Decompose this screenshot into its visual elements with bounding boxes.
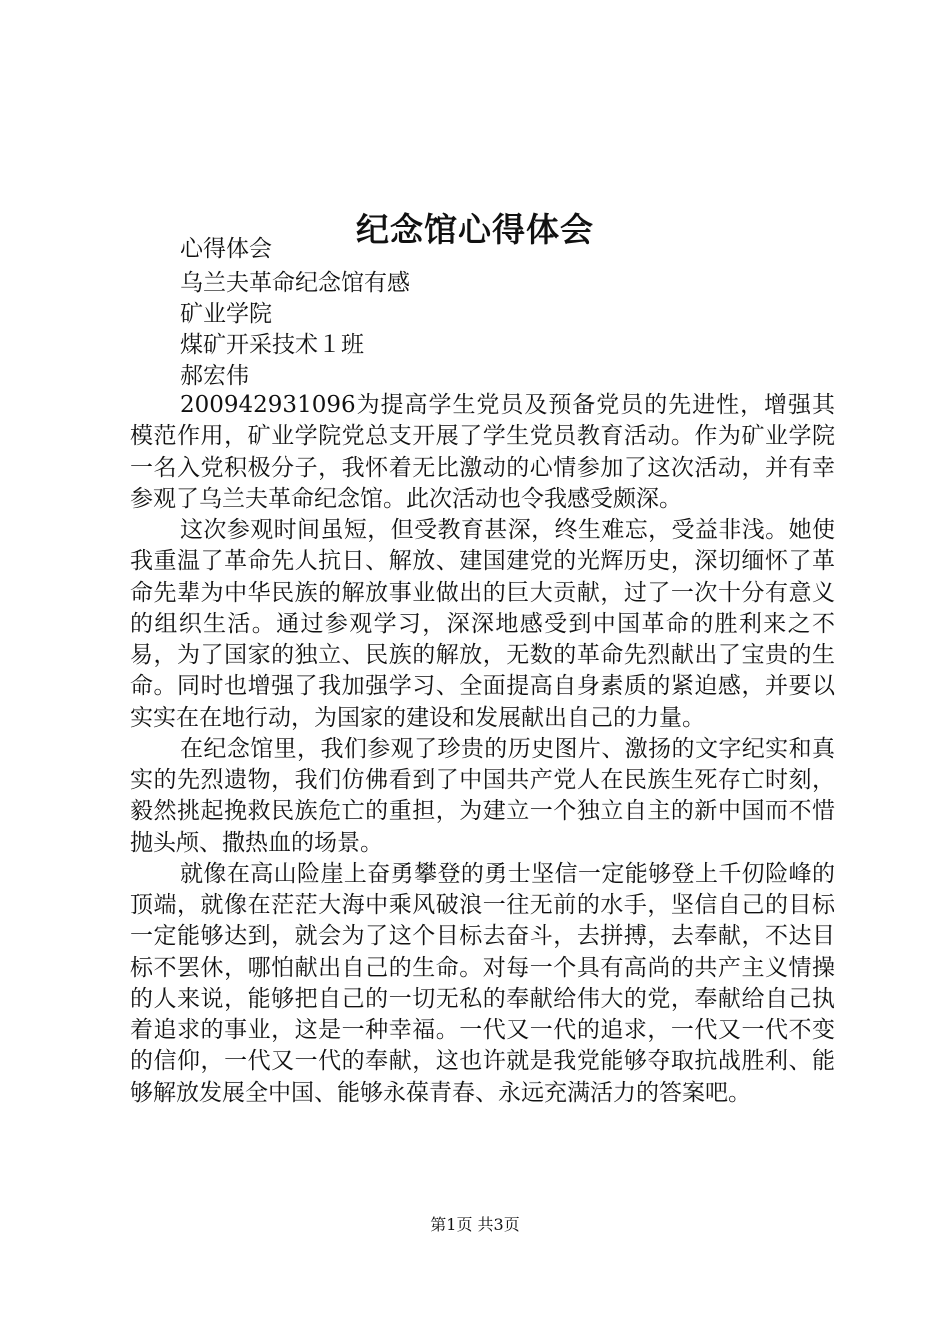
body-paragraph: 就像在高山险崖上奋勇攀登的勇士坚信一定能够登上千仞险峰的顶端，就像在茫茫大海中乘风破浪一往无前的水手，坚信自己的目标一定能够达到，就会为了这个目标去奋斗，去拼搏，去奉献，不达目标不罢休，哪怕献出自己的生命。对每一个具有高尚的共产主义情操的人来说，能够把自己的一切无私的奉献给伟大的党，奉献给自己执着追求的事业，这是一种幸福。一代又一代的追求，一代又一代不变的信仰，一代又一代的奉献，这也许就是我党能够夺取抗战胜利、能够解放发展全中国、能够永葆青春、永远充满活力的答案吧。 <box>130 860 835 1106</box>
body-paragraph: 这次参观时间虽短，但受教育甚深，终生难忘，受益非浅。她使我重温了革命先人抗日、解放、建国建党的光辉历史，深切缅怀了革命先辈为中华民族的解放事业做出的巨大贡献，过了一次十分有意义的组织生活。通过参观学习，深深地感受到中国革命的胜利来之不易，为了国家的独立、民族的解放，无数的革命先烈献出了宝贵的生命。同时也增强了我加强学习、全面提高自身素质的紧迫感，并要以实实在在地行动，为国家的建设和发展献出自己的力量。 <box>130 517 835 731</box>
body-paragraph: 200942931096为提高学生党员及预备党员的先进性，增强其模范作用，矿业学院党总支开展了学生党员教育活动。作为矿业学院一名入党积极分子，我怀着无比激动的心情参加了这次活动，并有幸参观了乌兰夫革命纪念馆。此次活动也令我感受颇深。 <box>130 392 835 512</box>
document-body <box>130 390 835 1109</box>
header-line-subtitle: 乌兰夫革命纪念馆有感 <box>180 270 410 296</box>
header-line-class: 煤矿开采技术１班 <box>180 332 364 358</box>
body-paragraph: 在纪念馆里，我们参观了珍贵的历史图片、激扬的文字纪实和真实的先烈遗物，我们仿佛看到了中国共产党人在民族生死存亡时刻，毅然挑起挽救民族危亡的重担，为建立一个独立自主的新中国而不惜抛头颅、撒热血的场景。 <box>130 735 835 856</box>
document-title: 纪念馆心得体会 <box>356 210 594 250</box>
header-line-school: 矿业学院 <box>180 301 272 327</box>
header-line-author: 郝宏伟 <box>180 363 249 389</box>
header-line-heading: 心得体会 <box>180 236 272 262</box>
page-footer: 第1页 共3页 <box>430 1215 520 1234</box>
